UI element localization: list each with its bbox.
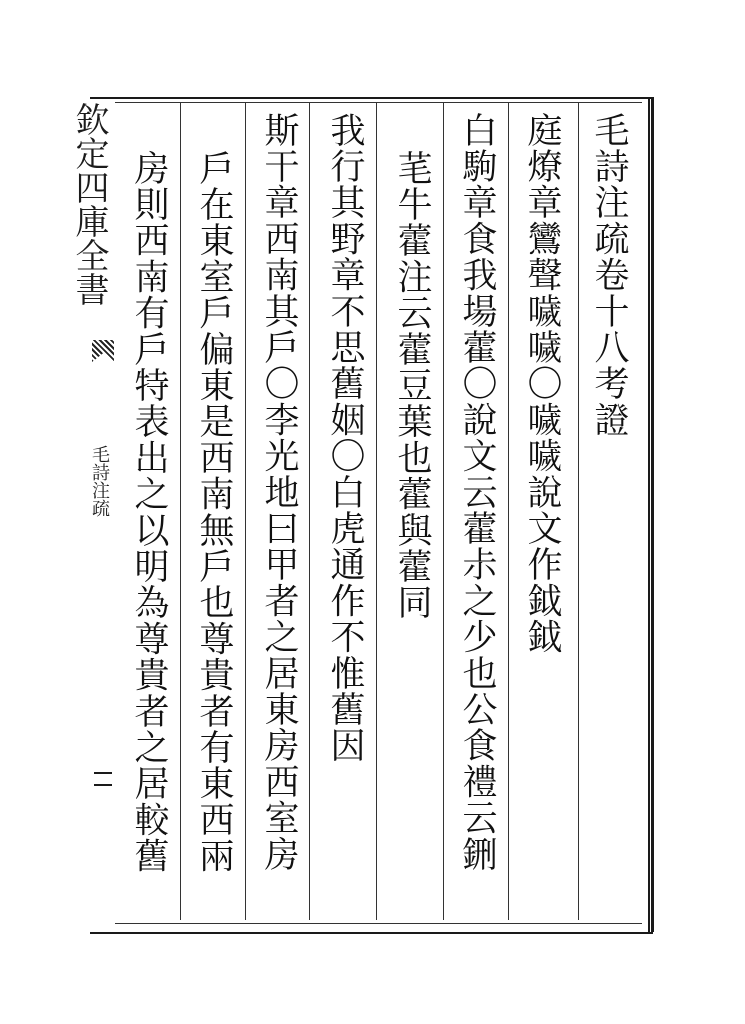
page-number-stroke-1 <box>94 772 112 774</box>
column-rule <box>578 102 579 920</box>
text-column-1: 毛詩注疏卷十八考證 <box>589 112 629 438</box>
text-column-4: 芼牛藿注云藿豆葉也藿與藿同 <box>392 150 432 621</box>
column-rule <box>180 102 181 920</box>
column-rule <box>309 102 310 920</box>
text-column-2: 庭燎章鸞聲噦噦〇噦噦說文作鉞鉞 <box>522 112 562 655</box>
margin-header: 欽定四庫全書 <box>69 102 109 306</box>
margin-title: 毛詩注疏 <box>89 445 110 517</box>
text-column-3: 白駒章食我場藿〇說文云藿尗之少也公食禮云鉶 <box>457 112 497 873</box>
column-rule <box>508 102 509 920</box>
text-column-6: 斯干章西南其戶〇李光地曰甲者之居東房西室房 <box>259 112 299 873</box>
text-column-8: 房則西南有戶特表出之以明為尊貴者之居較舊 <box>129 150 169 874</box>
frame-right-border <box>648 97 654 932</box>
column-rule <box>443 102 444 920</box>
column-rule <box>376 102 377 920</box>
text-column-5: 我行其野章不思舊姻〇白虎通作不惟舊因 <box>325 112 365 764</box>
text-column-7: 戶在東室戶偏東是西南無戶也尊貴者有東西兩 <box>194 150 234 874</box>
page-number-stroke-2 <box>94 784 112 786</box>
column-rule <box>245 102 246 920</box>
margin-page-number <box>92 760 114 800</box>
